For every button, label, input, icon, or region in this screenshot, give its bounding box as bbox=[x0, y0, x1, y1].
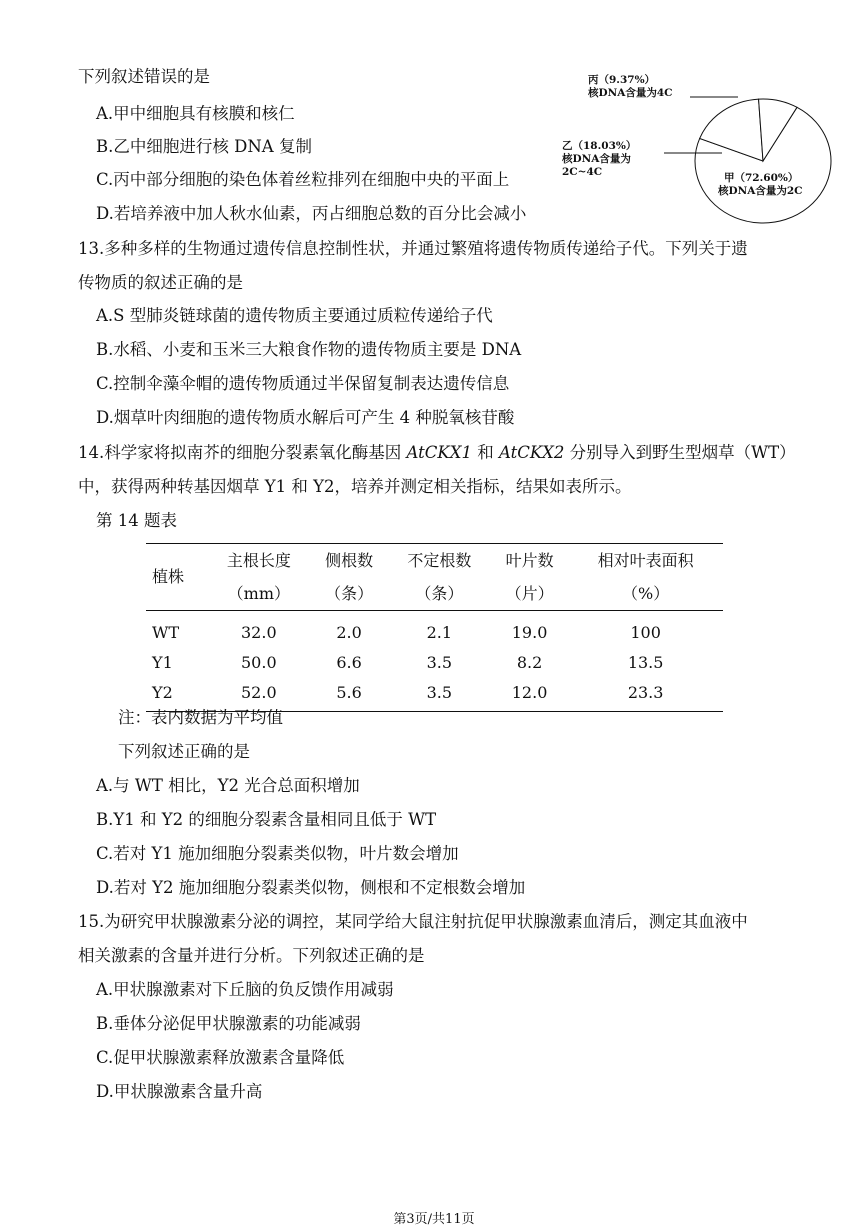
cell-dna-pie-chart bbox=[560, 70, 840, 230]
cell: 3.5 bbox=[426, 652, 453, 672]
q15-option-b: B.垂体分泌促甲状腺激素的功能减弱 bbox=[96, 1014, 361, 1033]
q12-option-c: C.丙中部分细胞的染色体着丝粒排列在细胞中央的平面上 bbox=[96, 170, 510, 189]
cell: 23.3 bbox=[627, 682, 664, 702]
q14-stem-part-a: 14.科学家将拟南芥的细胞分裂素氧化酶基因 bbox=[78, 443, 407, 462]
q14-stem-part-c: 分别导入到野生型烟草（WT） bbox=[564, 443, 796, 462]
bing-label bbox=[588, 74, 673, 100]
cell: 3.5 bbox=[426, 682, 453, 702]
q14-option-a: A.与 WT 相比，Y2 光合总面积增加 bbox=[96, 776, 360, 795]
yi-label bbox=[562, 140, 636, 179]
cell: 13.5 bbox=[627, 652, 664, 672]
unit-percent: （%） bbox=[622, 584, 670, 603]
jia-label bbox=[718, 172, 803, 198]
q14-stem-part-b: 和 bbox=[471, 443, 499, 462]
cell-plant: WT bbox=[152, 622, 180, 642]
bing-label-line2: 核DNA含量为4C bbox=[588, 87, 673, 100]
cell: 19.0 bbox=[511, 622, 548, 642]
cell: 32.0 bbox=[241, 622, 277, 642]
q12-option-b: B.乙中细胞进行核 DNA 复制 bbox=[96, 137, 312, 156]
table-row bbox=[146, 677, 723, 712]
cell: 2.0 bbox=[336, 622, 362, 642]
header-leaf-count: 叶片数 bbox=[505, 551, 554, 570]
cell: 100 bbox=[630, 622, 661, 642]
q12-option-a: A.甲中细胞具有核膜和核仁 bbox=[96, 104, 295, 123]
cell: 6.6 bbox=[336, 652, 362, 672]
cell: 12.0 bbox=[511, 682, 548, 702]
unit-mm: （mm） bbox=[227, 584, 290, 603]
yi-label-line3: 2C~4C bbox=[562, 166, 603, 179]
yi-label-line1: 乙（18.03%） bbox=[562, 140, 637, 152]
table-caption: 第 14 题表 bbox=[96, 511, 177, 530]
q13-option-d: D.烟草叶肉细胞的遗传物质水解后可产生 4 种脱氧核苷酸 bbox=[96, 408, 515, 427]
page-footer: 第3页/共11页 bbox=[393, 1212, 475, 1227]
bing-label-line1: 丙（9.37%） bbox=[588, 74, 656, 86]
q15-option-d: D.甲状腺激素含量升高 bbox=[96, 1082, 263, 1101]
cell: 5.6 bbox=[336, 682, 362, 702]
header-leaf-area: 相对叶表面积 bbox=[597, 551, 694, 570]
q15-option-c: C.促甲状腺激素释放激素含量降低 bbox=[96, 1048, 345, 1067]
header-main-root-length: 主根长度 bbox=[226, 551, 291, 570]
cell: 52.0 bbox=[241, 682, 277, 702]
header-lateral-roots: 侧根数 bbox=[325, 551, 374, 570]
cell-plant: Y2 bbox=[152, 682, 173, 702]
table-row bbox=[146, 611, 723, 648]
gene-atckx2: AtCKX2 bbox=[498, 443, 565, 462]
jia-label-line2: 核DNA含量为2C bbox=[718, 185, 803, 198]
yi-label-line2: 核DNA含量为 bbox=[562, 153, 631, 166]
q15-option-a: A.甲状腺激素对下丘脑的负反馈作用减弱 bbox=[96, 980, 394, 999]
unit-pian: （片） bbox=[505, 584, 554, 603]
jia-label-line1: 甲（72.60%） bbox=[724, 172, 799, 184]
q14-option-d: D.若对 Y2 施加细胞分裂素类似物，侧根和不定根数会增加 bbox=[96, 878, 526, 897]
cell: 2.1 bbox=[426, 622, 453, 642]
cell-plant: Y1 bbox=[152, 652, 173, 672]
q13-stem-line2: 传物质的叙述正确的是 bbox=[78, 273, 243, 292]
q14-option-b: B.Y1 和 Y2 的细胞分裂素含量相同且低于 WT bbox=[96, 810, 437, 829]
q14-option-c: C.若对 Y1 施加细胞分裂素类似物，叶片数会增加 bbox=[96, 844, 459, 863]
q13-option-a: A.S 型肺炎链球菌的遗传物质主要通过质粒传递给子代 bbox=[96, 306, 493, 325]
unit-tiao-1: （条） bbox=[325, 584, 374, 603]
q13-option-b: B.水稻、小麦和玉米三大粮食作物的遗传物质主要是 DNA bbox=[96, 340, 522, 359]
gene-atckx1: AtCKX1 bbox=[406, 443, 472, 462]
q14-stem-line1 bbox=[78, 445, 796, 462]
table-note: 注：表内数据为平均值 bbox=[118, 708, 283, 727]
q14-question: 下列叙述正确的是 bbox=[118, 742, 250, 761]
q13-stem-line1: 13.多种多样的生物通过遗传信息控制性状，并通过繁殖将遗传物质传递给子代。下列关于遗 bbox=[78, 239, 748, 258]
q14-stem-line2: 中，获得两种转基因烟草 Y1 和 Y2，培养并测定相关指标，结果如表所示。 bbox=[78, 477, 632, 496]
q14-data-table bbox=[146, 543, 723, 712]
q12-option-d: D.若培养液中加人秋水仙素，丙占细胞总数的百分比会减小 bbox=[96, 204, 527, 223]
table-row bbox=[146, 647, 723, 677]
q15-stem-line2: 相关激素的含量并进行分析。下列叙述正确的是 bbox=[78, 946, 425, 965]
cell: 50.0 bbox=[241, 652, 277, 672]
cell: 8.2 bbox=[516, 652, 543, 672]
q12-stem: 下列叙述错误的是 bbox=[78, 67, 210, 86]
unit-tiao-2: （条） bbox=[415, 584, 464, 603]
q13-option-c: C.控制伞藻伞帽的遗传物质通过半保留复制表达遗传信息 bbox=[96, 374, 510, 393]
header-adventitious-roots: 不定根数 bbox=[407, 551, 472, 570]
q15-stem-line1: 15.为研究甲状腺激素分泌的调控，某同学给大鼠注射抗促甲状腺激素血清后，测定其血液中 bbox=[78, 912, 748, 931]
header-plant: 植株 bbox=[152, 567, 185, 586]
